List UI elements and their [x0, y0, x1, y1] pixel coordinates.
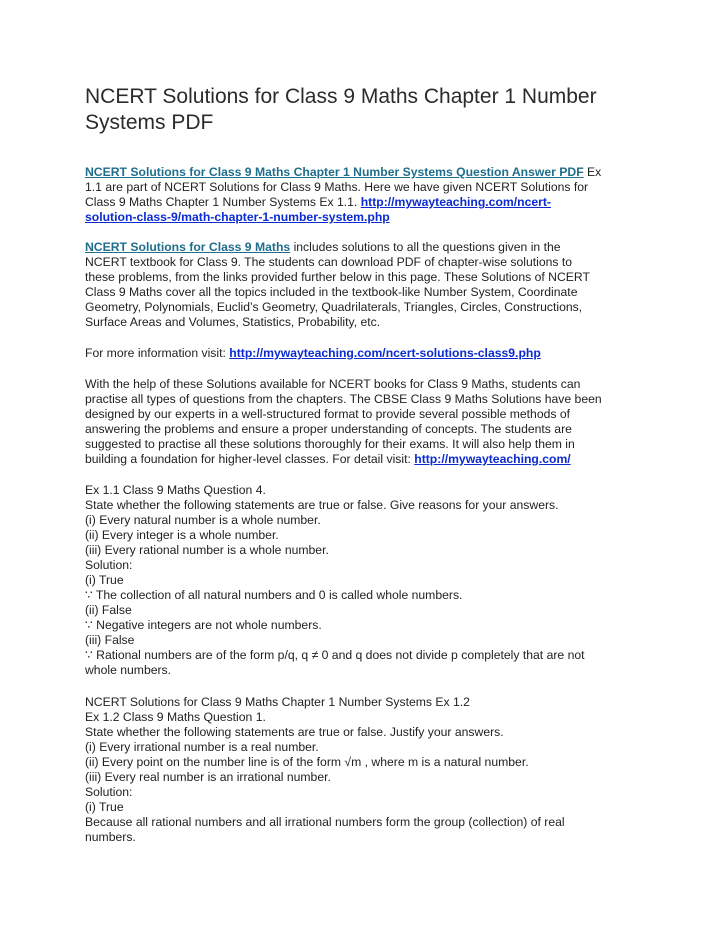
intro-paragraph: NCERT Solutions for Class 9 Maths Chapter 1 Number Systems Question Answer PDF Ex 1.1 are part of NCERT Solutions for Class 9 Maths. Here we have given NCERT Solutions for Class 9 Maths Chapter 1 Number Systems Ex 1.1. http://mywayteaching.com/ncert- solution-class-9/math-chapter-1-number-system.php: [85, 165, 602, 224]
more-info-paragraph: For more information visit: http://mywayteaching.com/ncert-solutions-class9.php: [85, 346, 541, 360]
solutions-description-paragraph: NCERT Solutions for Class 9 Maths includes solutions to all the questions given in the NCERT textbook for Class 9. The students can download PDF of chapter-wise solutions to these problems, from the links provided further below in this page. These Solutions of NCERT Class 9 Maths cover all the topics included in the textbook-like Number System, Coordinate Geometry, Polynomials, Euclid’s Geometry, Quadrilaterals, Triangles, Circles, Constructions, Surface Areas and Volumes, Statistics, Probability, etc.: [85, 240, 590, 329]
ncert-class9-maths-link[interactable]: NCERT Solutions for Class 9 Maths: [85, 240, 291, 254]
help-paragraph: With the help of these Solutions available for NCERT books for Class 9 Maths, students can practise all types of questions from the chapters. The CBSE Class 9 Maths Solutions have been designed by our experts in a well-structured format to provide several possible methods of answering the problems and ensure a proper understanding of concepts. The students are suggested to practise all these solutions thoroughly for their exams. It will also help them in building a foundation for higher-level classes. For detail visit: http://mywayteaching.com/: [85, 377, 602, 466]
exercise-1-1-question-4: Ex 1.1 Class 9 Maths Question 4. State whether the following statements are true or false. Give reasons for your answers. (i) Every natural number is a whole number. (ii) Every integer is a whole number. (iii) Every rational number is a whole number. Solution: (i) True ∵ The collection of all natural numbers and 0 is called whole numbers. (ii) False ∵ Negative integers are not whole numbers. (iii) False ∵ Rational numbers are of the form p/q, q ≠ 0 and q does not divide p completely that are not whole numbers.: [85, 483, 585, 677]
chapter-1-solution-link[interactable]: http://mywayteaching.com/ncert-: [360, 195, 551, 209]
chapter-1-solution-link-continued[interactable]: solution-class-9/math-chapter-1-number-system.php: [85, 210, 390, 224]
title-line-2: Systems PDF: [85, 111, 214, 134]
solutions-class9-link[interactable]: http://mywayteaching.com/ncert-solutions-class9.php: [229, 346, 541, 360]
page-title: [85, 84, 645, 136]
question-answer-pdf-link[interactable]: NCERT Solutions for Class 9 Maths Chapter 1 Number Systems Question Answer PDF: [85, 165, 584, 179]
exercise-1-2-question-1: NCERT Solutions for Class 9 Maths Chapter 1 Number Systems Ex 1.2 Ex 1.2 Class 9 Maths Question 1. State whether the following statements are true or false. Justify your answers. (i) Every irrational number is a real number. (ii) Every point on the number line is of the form √m , where m is a natural number. (iii) Every real number is an irrational number. Solution: (i) True Because all rational numbers and all irrational numbers form the group (collection) of real numbers.: [85, 695, 565, 844]
title-line-1: NCERT Solutions for Class 9 Maths Chapter 1 Number: [85, 85, 597, 108]
mywayteaching-home-link[interactable]: http://mywayteaching.com/: [414, 452, 571, 466]
